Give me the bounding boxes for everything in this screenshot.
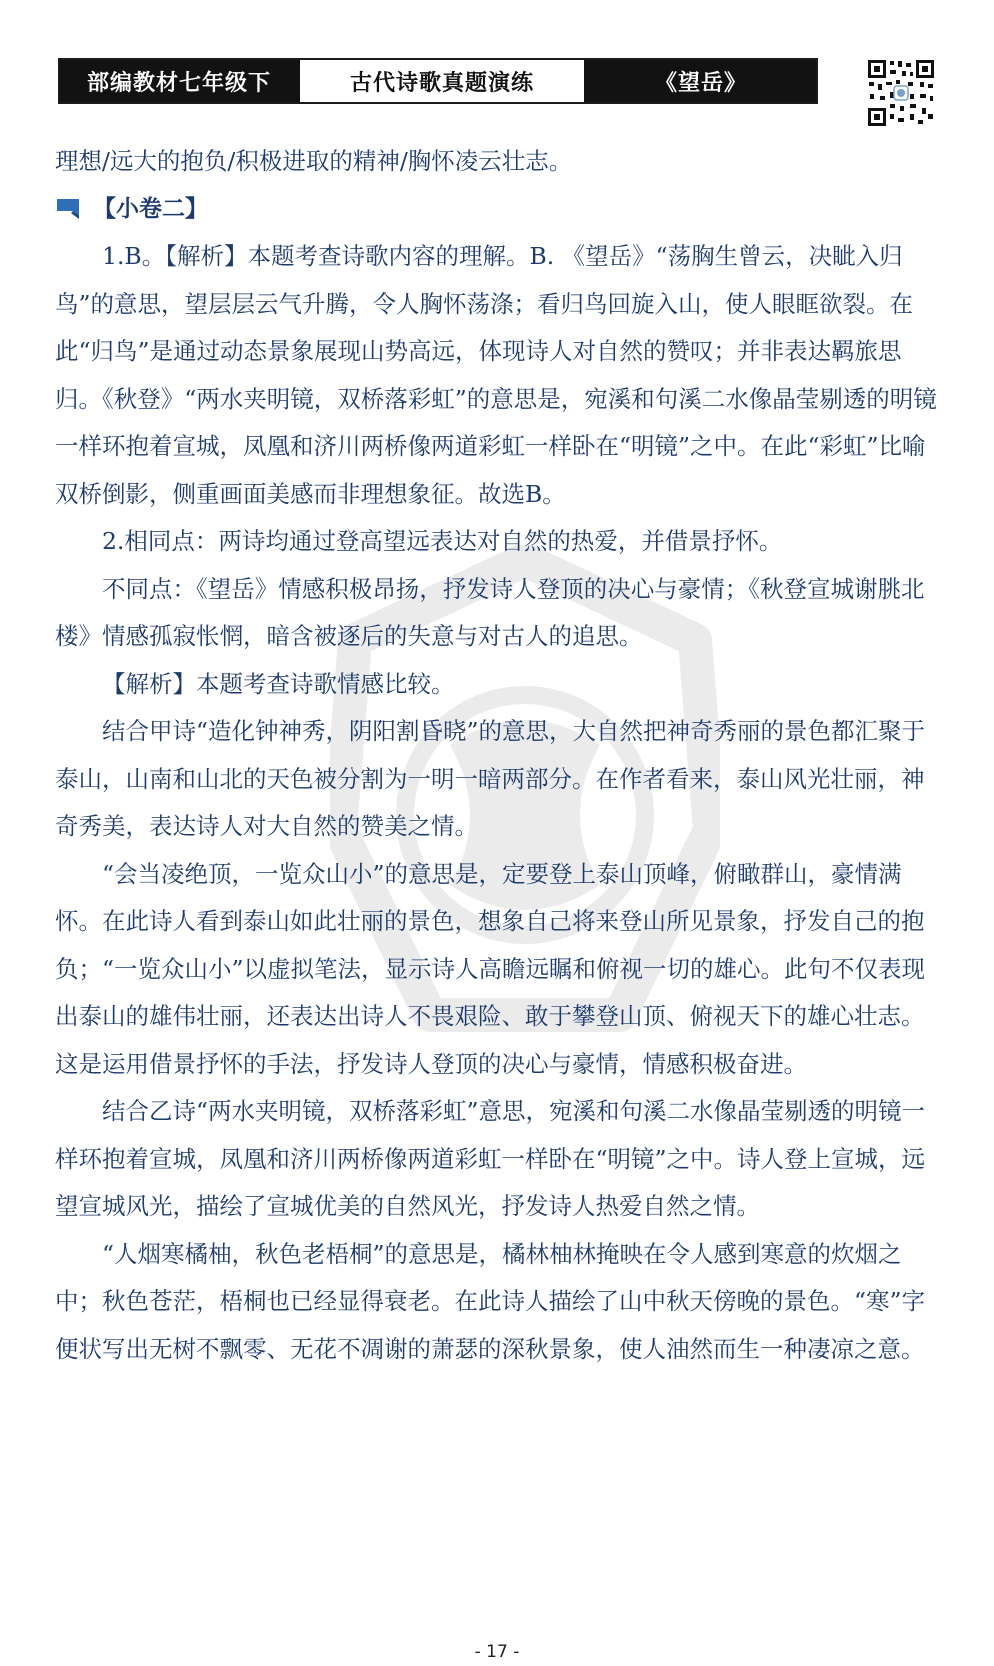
analysis-poem-a-ending: “会当凌绝顶，一览众山小”的意思是，定要登上泰山顶峰，俯瞰群山，豪情满怀。在此诗人看到泰山如此壮丽的景色，想象自己将来登山所见景象，抒发自己的抱负；“一览众山小”以虚拟笔法，显示诗人高瞻远瞩和俯视一切的雄心。此句不仅表现出泰山的雄伟壮丽，还表达出诗人不畏艰险、敢于攀登山顶、俯视天下的雄心壮志。这是运用借景抒怀的手法，抒发诗人登顶的决心与豪情，情感积极奋进。 (55, 859, 926, 1078)
analysis-poem-b-ending: “人烟寒橘柚，秋色老梧桐”的意思是，橘林柚林掩映在令人感到寒意的炊烟之中；秋色苍茫，梧桐也已经显得衰老。在此诗人描绘了山中秋天傍晚的景色。“寒”字便状写出无树不飘零、无花不凋谢的萧瑟的深秋景象，使人油然而生一种凄凉之意。 (55, 1239, 926, 1363)
analysis-poem-b: 结合乙诗“两水夹明镜，双桥落彩虹”意思，宛溪和句溪二水像晶莹剔透的明镜一样环抱着宣城，凤凰和济川两桥像两道彩虹一样卧在“明镜”之中。诗人登上宣城，远望宣城风光，描绘了宣城优美的自然风光，抒发诗人热爱自然之情。 (55, 1097, 926, 1220)
section-title: 【小卷二】 (93, 195, 208, 222)
bookmark-icon (55, 197, 83, 221)
answer-2-difference: 不同点：《望岳》情感积极昂扬，抒发诗人登顶的决心与豪情；《秋登宣城谢朓北楼》情感孤寂怅惘，暗含被逐后的失意与对古人的追思。 (55, 574, 925, 650)
section-heading (55, 186, 940, 234)
page-number: - 17 - (474, 1642, 520, 1662)
qr-code-icon (866, 58, 936, 128)
header-topic: 古代诗歌真题演练 (298, 60, 586, 102)
analysis-poem-a: 结合甲诗“造化钟神秀，阴阳割昏晓”的意思，大自然把神奇秀丽的景色都汇聚于泰山，山南和山北的天色被分割为一明一暗两部分。在作者看来，泰山风光壮丽，神奇秀美，表达诗人对大自然的赞美之情。 (55, 717, 926, 840)
analysis-heading: 【解析】本题考查诗歌情感比较。 (102, 669, 455, 698)
header-poem: 《望岳》 (586, 60, 816, 102)
answer-2-similarity: 2.相同点：两诗均通过登高望远表达对自然的热爱，并借景抒怀。 (102, 527, 783, 555)
header-grade: 部编教材七年级下 (60, 60, 298, 102)
header-bar (58, 58, 818, 104)
answer-1: 1.B。【解析】本题考查诗歌内容的理解。B. 《望岳》“荡胸生曾云，决眦入归鸟”的意思，望层层云气升腾，令人胸怀荡涤；看归鸟回旋入山，使人眼眶欲裂。在此“归鸟”是通过动态景象展现山势高远，体现诗人对自然的赞叹；并非表达羁旅思归。《秋登》“两水夹明镜，双桥落彩虹”的意思是，宛溪和句溪二水像晶莹剔透的明镜一样环抱着宣城，凤凰和济川两桥像两道彩虹一样卧在“明镜”之中。在此“彩虹”比喻双桥倒影，侧重画面美感而非理想象征。故选B。 (55, 242, 937, 508)
paragraph-ideal: 理想/远大的抱负/积极进取的精神/胸怀凌云壮志。 (55, 147, 573, 175)
answer-content (55, 138, 940, 1373)
